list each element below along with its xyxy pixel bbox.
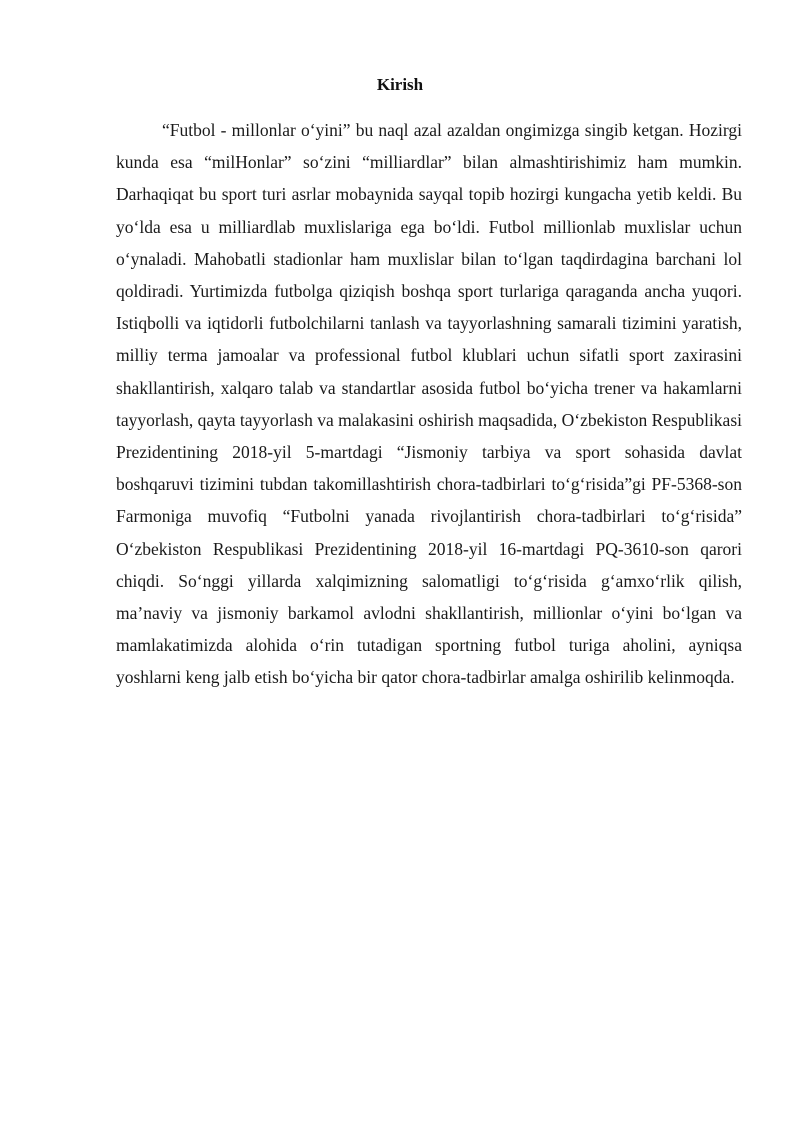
section-heading: Kirish (376, 75, 424, 94)
body-paragraph: “Futbol - millonlar o‘yini” bu naql azal azaldan ongimizga singib ketgan. Hozirgi kunda esa “milHonlar” so‘zini “milliardlar” bilan almashtirishimiz ham mumkin. Darhaqiqat bu sport turi asrlar mobaynida sayqal topib hozirgi kungacha yetib keldi. Bu yo‘lda esa u milliardlab muxlislariga ega bo‘ldi. Futbol millionlab muxlislar uchun o‘ynaladi. Mahobatli stadionlar ham muxlislar bilan to‘lgan taqdirdagina barchani lol qoldiradi. Yurtimizda futbolga qiziqish boshqa sport turlariga qaraganda ancha yuqori. Istiqbolli va iqtidorli futbolchilarni tanlash va tayyorlashning samarali tizimini yaratish, milliy terma jamoalar va professional futbol klublari uchun sifatli sport zaxirasini shakllantirish, xalqaro talab va standartlar asosida futbol bo‘yicha trener va hakamlarni tayyorlash, qayta tayyorlash va malakasini oshirish maqsadida, O‘zbekiston Respublikasi Prezidentining 2018-yil 5-martdagi “Jismoniy tarbiya va sport sohasida davlat boshqaruvi tizimini tubdan takomillashtirish chora-tadbirlari to‘g‘risida”gi PF-5368-son Farmoniga muvofiq “Futbolni yanada rivojlantirish chora-tadbirlari to‘g‘risida” O‘zbekiston Respublikasi Prezidentining 2018-yil 16-martdagi PQ-3610-son qarori chiqdi. So‘nggi yillarda xalqimizning salomatligi to‘g‘risida g‘amxo‘rlik qilish, ma’naviy va jismoniy barkamol avlodni shakllantirish, millionlar o‘yini bo‘lgan va mamlakatimizda alohida o‘rin tutadigan sportning futbol turiga aholini, ayniqsa yoshlarni keng jalb etish bo‘yicha bir qator chora-tadbirlar amalga oshirilib kelinmoqda. (116, 120, 742, 688)
